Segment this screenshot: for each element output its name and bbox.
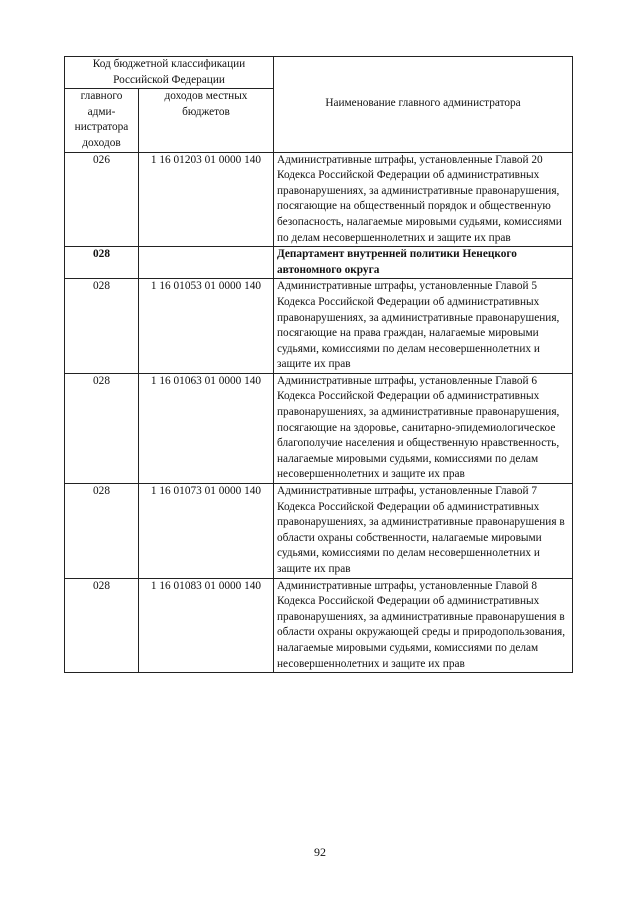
- income-code-cell: 1 16 01053 01 0000 140: [139, 279, 274, 374]
- table-row: [65, 152, 573, 247]
- department-name-cell: Департамент внутренней политики Ненецкого автономного округа: [274, 247, 573, 279]
- page-number: 92: [314, 845, 326, 859]
- admin-code-cell: 028: [65, 373, 139, 483]
- table-header-row-1: [65, 57, 573, 89]
- admin-code-cell: 028: [65, 484, 139, 579]
- budget-classification-table: [64, 56, 573, 673]
- administrator-name-cell: Административные штрафы, установленные Главой 5 Кодекса Российской Федерации об административных правонарушениях, за административные правонарушения, посягающие на права граждан, налагаемые мировыми судьями, комиссиями по делам несовершеннолетних и защите их прав: [274, 279, 573, 374]
- income-code-cell: 1 16 01203 01 0000 140: [139, 152, 274, 247]
- income-code-cell: 1 16 01063 01 0000 140: [139, 373, 274, 483]
- admin-code-cell: 028: [65, 578, 139, 673]
- table-row: [65, 578, 573, 673]
- admin-code-cell: 028: [65, 247, 139, 279]
- income-code-cell: [139, 247, 274, 279]
- administrator-name-cell: Административные штрафы, установленные Главой 6 Кодекса Российской Федерации об административных правонарушениях, за административные правонарушения, посягающие на здоровье, санитарно-эпидемиологическое благополучие населения и общественную нравственность, налагаемые мировыми судьями, комиссиями по делам несовершеннолетних и защите их прав: [274, 373, 573, 483]
- income-code-cell: 1 16 01083 01 0000 140: [139, 578, 274, 673]
- table-row: [65, 373, 573, 483]
- administrator-name-cell: Административные штрафы, установленные Главой 20 Кодекса Российской Федерации об административных правонарушениях, за административные правонарушения, посягающие на общественный порядок и общественную безопасность, налагаемые мировыми судьями, комиссиями по делам несовершеннолетних и защите их прав: [274, 152, 573, 247]
- income-code-cell: 1 16 01073 01 0000 140: [139, 484, 274, 579]
- header-group-title: Код бюджетной классификации Российской Федерации: [65, 57, 274, 89]
- table-row-department: [65, 247, 573, 279]
- admin-code-cell: 028: [65, 279, 139, 374]
- header-admin-column: главного адми-нистратора доходов: [65, 89, 139, 152]
- header-income-column: доходов местных бюджетов: [139, 89, 274, 152]
- header-name-column: Наименование главного администратора: [274, 57, 573, 153]
- table-row: [65, 484, 573, 579]
- table-row: [65, 279, 573, 374]
- administrator-name-cell: Административные штрафы, установленные Главой 8 Кодекса Российской Федерации об административных правонарушениях, за административные правонарушения в области охраны окружающей среды и природопользования, налагаемые мировыми судьями, комиссиями по делам несовершеннолетних и защите их прав: [274, 578, 573, 673]
- administrator-name-cell: Административные штрафы, установленные Главой 7 Кодекса Российской Федерации об административных правонарушениях, за административные правонарушения в области охраны собственности, налагаемые мировыми судьями, комиссиями по делам несовершеннолетних и защите их прав: [274, 484, 573, 579]
- admin-code-cell: 026: [65, 152, 139, 247]
